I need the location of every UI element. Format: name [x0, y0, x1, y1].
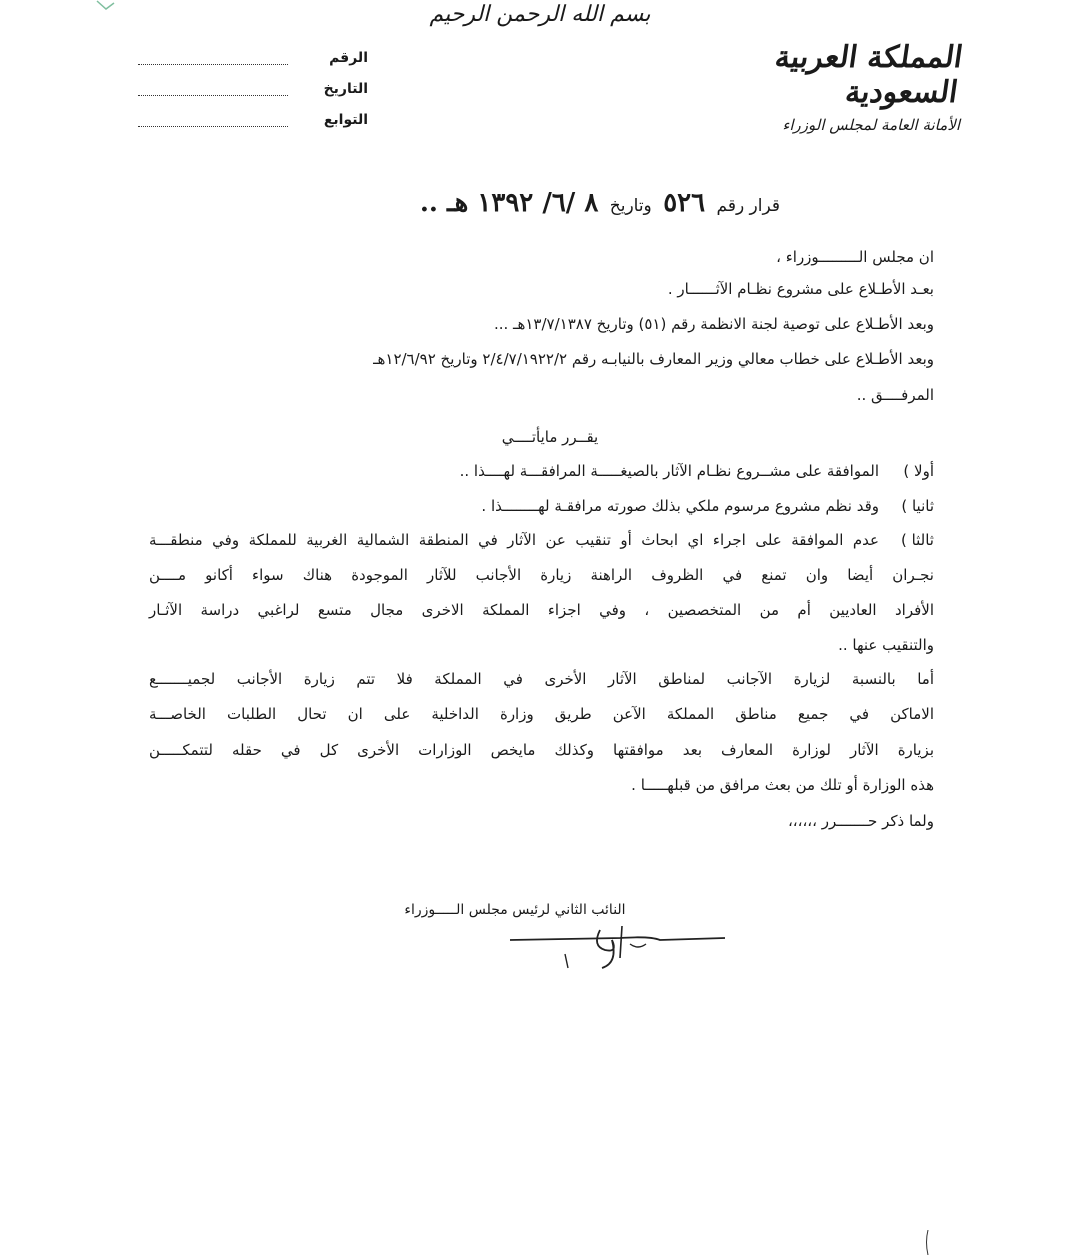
- intro-line-3: وبعد الأطـلاع على توصية لجنة الانظمة رقم (٥١) وتاريخ ١٣/٧/١٣٨٧هـ ...: [493, 315, 934, 333]
- decision-heading: [350, 188, 780, 218]
- reference-fields: [130, 48, 390, 141]
- intro-line-2: بعـد الأطـلاع على مشروع نظـام الآثــــــار .: [667, 280, 934, 298]
- basmala-heading: بسم الله الرحمن الرحيم: [429, 2, 651, 27]
- page-edge-mark: [922, 1230, 934, 1255]
- item-2-text: وقد نظم مشروع مرسوم ملكي بذلك صورته مرافقـة لهــــــــذا .: [481, 497, 879, 515]
- item-1-label: أولا ): [903, 462, 934, 480]
- field-number: [130, 48, 390, 79]
- letterhead: [700, 40, 965, 134]
- paragraph-line-3: بزيارة الآثار لوزارة المعارف بعد موافقتها وكذلك مايخص الوزارات الأخرى كل في حقله لتتمكـــــن: [149, 741, 934, 759]
- decision-date-label: وتاريخ: [609, 196, 652, 216]
- field-attachments-label: التوابع: [323, 112, 368, 128]
- field-date-label: التاريخ: [323, 81, 368, 97]
- paragraph-line-1: أما بالنسبة لزيارة الآجانب لمناطق الآثار الأخرى في المملكة فلا تتم زيارة الأجانب لجميـــــــع: [149, 670, 934, 688]
- item-3-line-1: عدم الموافقة على اجراء اي ابحاث أو تنقيب عن الآثار في المنطقة الشمالية الغربية للمملكة وفي منطقـــة: [149, 531, 879, 549]
- item-3-line-4: والتنقيب عنها ..: [838, 636, 934, 654]
- signatory-title: النائب الثاني لرئيس مجلس الـــــوزراء: [404, 902, 626, 918]
- decision-number: ٥٢٦: [663, 188, 706, 218]
- item-3-line-3: الأفراد العاديين أم من المتخصصين ، وفي اجزاء المملكة الاخرى مجال متسع لراغبي دراسة الآثـار: [149, 601, 934, 619]
- intro-line-5: المرفــــق ..: [856, 386, 934, 404]
- decides-heading: يقــرر مايأتــــي: [501, 428, 599, 446]
- item-3-label: ثالثا ): [900, 531, 934, 549]
- field-date: [130, 79, 390, 110]
- field-attachments: [130, 110, 390, 141]
- corner-stamp-mark: [96, 0, 116, 12]
- decision-prefix: قرار رقم: [716, 196, 780, 216]
- field-number-line: [138, 64, 288, 65]
- intro-line-4: وبعد الأطـلاع على خطاب معالي وزير المعارف بالنيابـه رقم ٢/٤/٧/١٩٢٢/٢ وتاريخ ١٢/٦/٩٢هـ: [373, 350, 934, 368]
- item-2-label: ثانيا ): [901, 497, 934, 515]
- department-name: الأمانة العامة لمجلس الوزراء: [782, 116, 960, 134]
- closing-line: ولما ذكر حـــــــرر ،،،،،،: [787, 812, 934, 830]
- intro-line-1: ان مجلس الـــــــــوزراء ،: [776, 248, 934, 266]
- field-date-line: [138, 95, 288, 96]
- field-attachments-line: [138, 126, 288, 127]
- handwritten-signature: [500, 918, 730, 978]
- decision-date: ٨ /٦/ ١٣٩٢ هـ ..: [419, 188, 599, 218]
- item-3-line-2: نجـران أيضا وان تمنع في الظروف الراهنة زيارة الأجانب للآثار الموجودة هناك سواء أكانو مــــن: [149, 566, 934, 584]
- item-1-text: الموافقة على مشــروع نظـام الآثار بالصيغـــــة المرافقـــة لهــــذا ..: [459, 462, 879, 480]
- field-number-label: الرقم: [329, 50, 368, 66]
- paragraph-line-2: الاماكن في جميع مناطق المملكة الآعن طريق وزارة الداخلية على ان تحال الطلبات الخاصـــة: [149, 705, 934, 723]
- paragraph-line-4: هذه الوزارة أو تلك من بعث مرافق من قبلهـــــا .: [631, 776, 934, 794]
- kingdom-name: المملكة العربية السعودية: [772, 40, 965, 110]
